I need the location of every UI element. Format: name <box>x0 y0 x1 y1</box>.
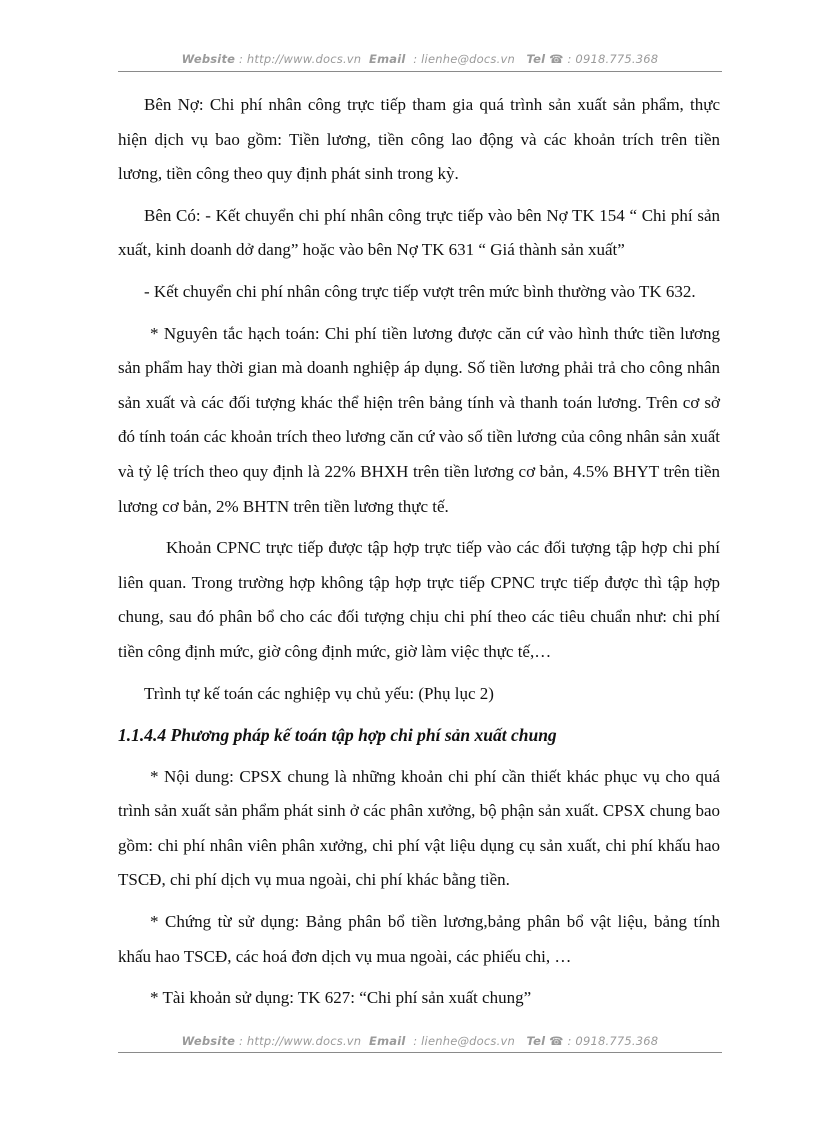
header-tel-label: Tel <box>526 52 546 66</box>
header-tel-value: ☎ : 0918.775.368 <box>549 52 659 66</box>
footer-email-label: Email <box>369 1034 406 1048</box>
footer-divider <box>118 1052 722 1053</box>
page-footer <box>118 1034 722 1048</box>
paragraph-tai-khoan: * Tài khoản sử dụng: TK 627: “Chi phí sản xuất chung” <box>150 988 532 1008</box>
page-header <box>118 52 722 66</box>
footer-website-value: : http://www.docs.vn <box>239 1034 362 1048</box>
paragraph-ben-no: Bên Nợ: Chi phí nhân công trực tiếp tham gia quá trình sản xuất sản phẩm, thực hiện dịch vụ bao gồm: Tiền lương, tiền công lao động và các khoản trích trên tiền lương, tiền công theo quy định phát sinh trong kỳ. <box>118 95 720 184</box>
paragraph-ket-chuyen: - Kết chuyển chi phí nhân công trực tiếp vượt trên mức bình thường vào TK 632. <box>144 281 696 301</box>
header-website-value: : http://www.docs.vn <box>239 52 362 66</box>
paragraph-chung-tu: * Chứng từ sử dụng: Bảng phân bổ tiền lương,bảng phân bổ vật liệu, bảng tính khấu hao TSCĐ, các hoá đơn dịch vụ mua ngoài, các phiếu chi, … <box>118 912 720 966</box>
footer-tel-label: Tel <box>526 1034 546 1048</box>
document-body <box>118 88 720 1016</box>
section-heading: 1.1.4.4 Phương pháp kế toán tập hợp chi phí sản xuất chung <box>118 725 557 746</box>
paragraph-khoan-cpnc: Khoản CPNC trực tiếp được tập hợp trực tiếp vào các đối tượng tập hợp chi phí liên quan. Trong trường hợp không tập hợp trực tiếp CPNC trực tiếp được thì tập hợp chung, sau đó phân bổ cho các đối tượng chịu chi phí theo các tiêu chuẩn như: chi phí tiền công định mức, giờ công định mức, giờ làm việc thực tế,… <box>118 538 720 661</box>
header-website-label: Website <box>181 52 236 66</box>
header-divider <box>118 71 722 72</box>
header-email-label: Email <box>369 52 406 66</box>
paragraph-trinh-tu: Trình tự kế toán các nghiệp vụ chủ yếu: (Phụ lục 2) <box>144 683 494 703</box>
footer-tel-value: ☎ : 0918.775.368 <box>549 1034 659 1048</box>
paragraph-noi-dung: * Nội dung: CPSX chung là những khoản chi phí cần thiết khác phục vụ cho quá trình sản xuất sản phẩm phát sinh ở các phân xưởng, bộ phận sản xuất. CPSX chung bao gồm: chi phí nhân viên phân xưởng, chi phí vật liệu dụng cụ sản xuất, chi phí khấu hao TSCĐ, chi phí dịch vụ mua ngoài, chi phí khác bằng tiền. <box>118 766 720 890</box>
header-email-value: : lienhe@docs.vn <box>413 52 515 66</box>
paragraph-ben-co: Bên Có: - Kết chuyển chi phí nhân công trực tiếp vào bên Nợ TK 154 “ Chi phí sản xuất, kinh doanh dở dang” hoặc vào bên Nợ TK 631 “ Giá thành sản xuất” <box>118 205 720 260</box>
footer-website-label: Website <box>181 1034 236 1048</box>
paragraph-nguyen-tac: * Nguyên tắc hạch toán: Chi phí tiền lương được căn cứ vào hình thức tiền lương sản phẩm hay thời gian mà doanh nghiệp áp dụng. Số tiền lương phải trả cho công nhân sản xuất và các đối tượng khác thể hiện trên bảng tính và thanh toán lương. Trên cơ sở đó tính toán các khoản trích theo lương căn cứ vào số tiền lương của công nhân sản xuất và tỷ lệ trích theo quy định là 22% BHXH trên tiền lương cơ bản, 4.5% BHYT trên tiền lương cơ bản, 2% BHTN trên tiền lương thực tế. <box>118 323 720 516</box>
footer-email-value: : lienhe@docs.vn <box>413 1034 515 1048</box>
